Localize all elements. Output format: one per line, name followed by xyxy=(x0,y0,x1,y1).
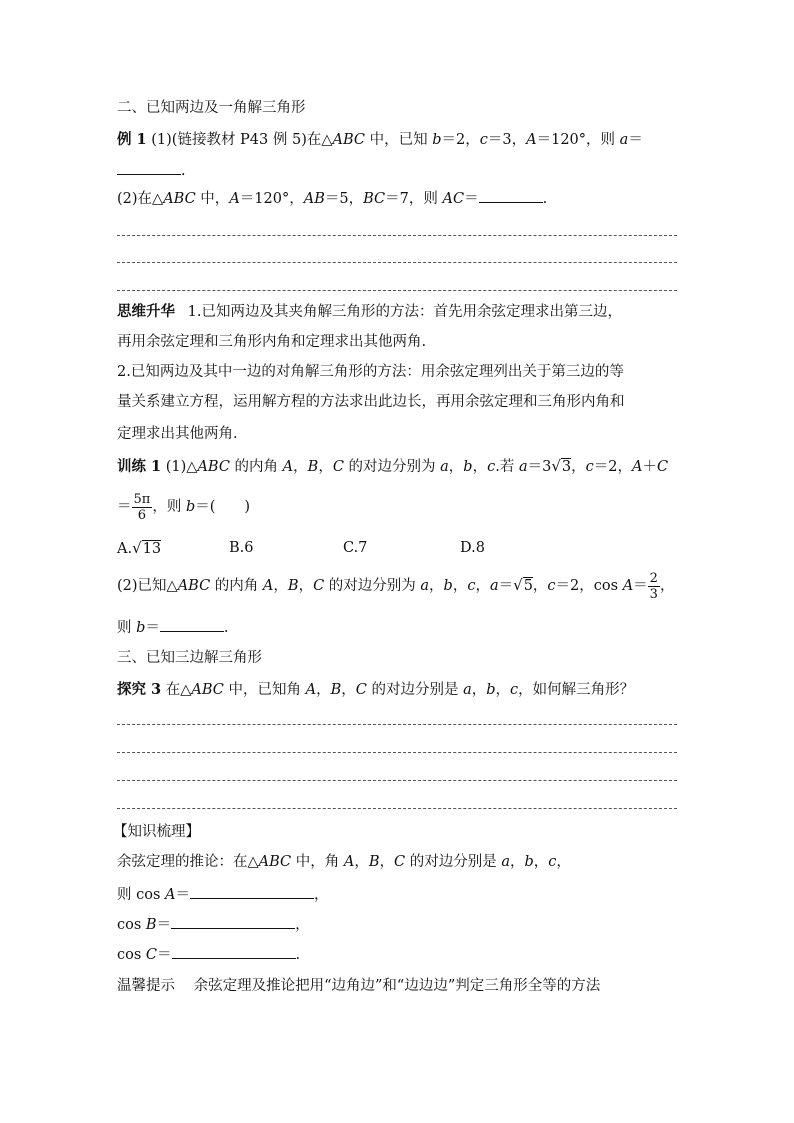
training-1-part-1: 训练 1 (1)△ABC 的内角 A，B，C 的对边分别为 a，b，c.若 a＝3√3，c＝2，A＋C xyxy=(117,457,669,475)
example-label: 例 1 xyxy=(117,131,147,148)
answer-blank[interactable] xyxy=(190,884,314,899)
option-d[interactable]: D.8 xyxy=(460,540,485,556)
thinking-line-4: 量关系建立方程，运用解方程的方法求出此边长，再用余弦定理和三角形内角和 xyxy=(117,394,625,410)
answer-dashed-line xyxy=(117,752,677,753)
option-a[interactable]: A.√13 xyxy=(117,539,162,557)
section-2-heading: 二、已知两边及一角解三角形 xyxy=(117,100,306,116)
warm-tip xyxy=(117,976,600,996)
answer-dashed-line xyxy=(117,290,677,291)
tip-text: 余弦定理及推论把用“边角边”和“边边边”判定三角形全等的方法 xyxy=(193,978,601,994)
training-1-part-2: (2)已知△ABC 的内角 A，B，C 的对边分别为 a，b，c，a＝√5，c＝2，cos A＝ $\frac{2}{3}$ ， xyxy=(117,570,675,602)
answer-dashed-line xyxy=(117,262,677,263)
thinking-label: 思维升华 xyxy=(117,303,175,320)
answer-dashed-line xyxy=(117,780,677,781)
option-c[interactable]: C.7 xyxy=(343,540,368,556)
answer-blank[interactable] xyxy=(172,944,296,959)
answer-dashed-line xyxy=(117,724,677,725)
training-label: 训练 1 xyxy=(117,458,162,475)
thinking-line-5: 定理求出其他两角. xyxy=(117,426,238,442)
explore-3: 探究 3 在△ABC 中，已知角 A，B，C 的对边分别是 a，b，c，如何解三角形？ xyxy=(117,681,635,698)
thinking-line-3: 2.已知两边及其中一边的对角解三角形的方法：用余弦定理列出关于第三边的等 xyxy=(117,364,624,380)
cos-b-line: cos B＝ ， xyxy=(117,914,310,935)
example-1-part-2: (2)在△ABC 中，A＝120°，AB＝5，BC＝7，则 AC＝ . xyxy=(117,188,547,209)
option-b[interactable]: B.6 xyxy=(229,540,254,556)
answer-blank[interactable] xyxy=(479,188,543,203)
training-1-part-2-answer: 则 b＝ . xyxy=(117,617,229,638)
cos-c-line: cos C＝ . xyxy=(117,944,300,965)
thinking-line-2: 再用余弦定理和三角形内角和定理求出其他两角. xyxy=(117,334,427,350)
knowledge-line-1: 余弦定理的推论：在△ABC 中，角 A，B，C 的对边分别是 a，b，c， xyxy=(117,854,571,870)
example-1-part-1: 例 1 (1)(链接教材 P43 例 5)在△ABC 中，已知 b＝2，c＝3，A＝120°，则 a＝ xyxy=(117,131,643,148)
sqrt-radicand: 3 xyxy=(561,459,572,475)
answer-dashed-line xyxy=(117,808,677,809)
training-1-part-1-cont: ＝ $\frac{5\pi}{6}$ ，则 b＝( ) xyxy=(117,491,251,523)
answer-blank[interactable] xyxy=(171,914,295,929)
fraction: $\frac{2}{3}$ xyxy=(649,570,658,602)
section-3-heading: 三、已知三边解三角形 xyxy=(117,650,262,666)
answer-blank[interactable] xyxy=(117,160,181,175)
knowledge-heading: 【知识梳理】 xyxy=(113,824,200,840)
fraction: $\frac{5\pi}{6}$ xyxy=(133,491,151,523)
example-1-answer-line: . xyxy=(117,160,186,181)
cos-a-line: 则 cos A＝ ， xyxy=(117,884,329,905)
answer-blank[interactable] xyxy=(160,617,224,632)
explore-label: 探究 3 xyxy=(117,681,162,698)
tip-label: 温馨提示 xyxy=(117,978,175,994)
answer-dashed-line xyxy=(117,235,677,236)
thinking-line-1: 思维升华 1.已知两边及其夹角解三角形的方法：首先用余弦定理求出第三边， xyxy=(117,303,622,320)
